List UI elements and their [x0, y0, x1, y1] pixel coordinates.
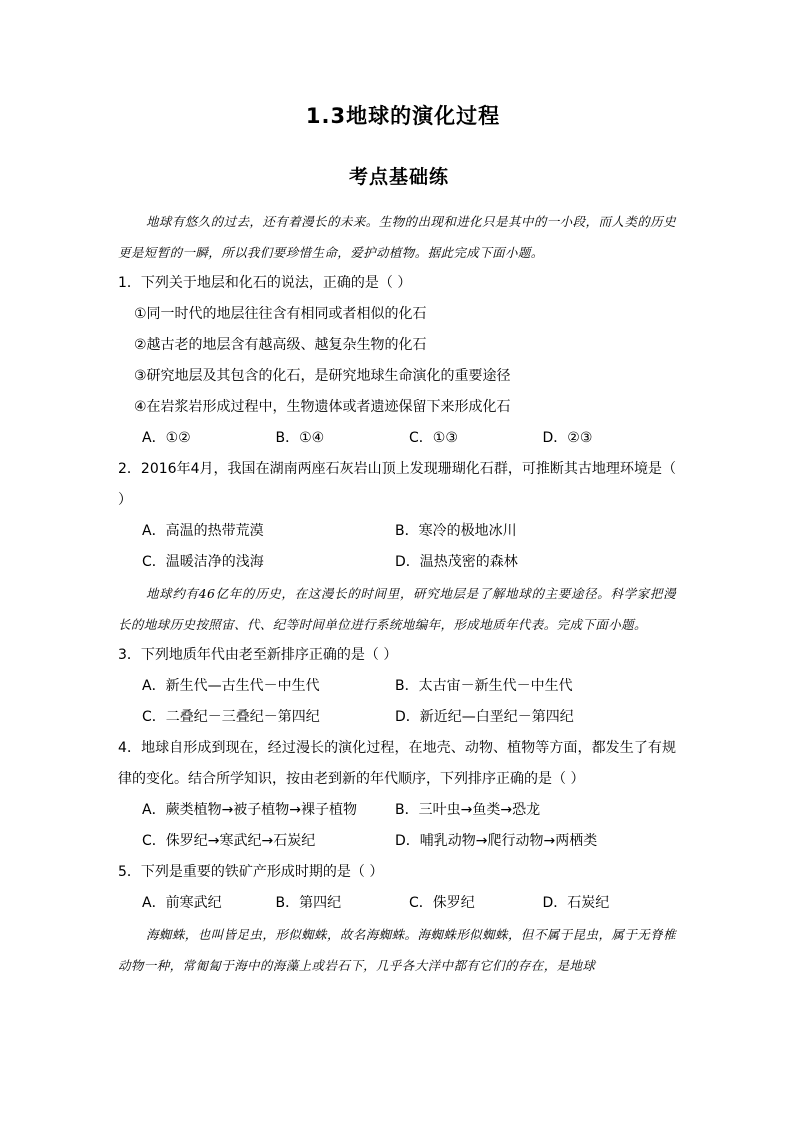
option-a: A．高温的热带荒漠: [142, 523, 264, 539]
option-b: B．第四纪: [275, 895, 342, 911]
option-b: B．太古宙－新生代－中生代: [395, 678, 573, 694]
reading-passage-2: 地球约有46亿年的历史，在这漫长的时间里，研究地层是了解地球的主要途径。科学家把漫长的地球历史按照宙、代、纪等时间单位进行系统地编年，形成地质年代表。完成下面小题。: [118, 586, 676, 632]
question-4: [118, 733, 676, 857]
statement-item: ①同一时代的地层往往含有相同或者相似的化石: [134, 306, 427, 322]
answer-options: [118, 423, 676, 454]
question-stem: 3．下列地质年代由老至新排序正确的是（ ）: [118, 647, 398, 663]
answer-options-row-2: [118, 547, 676, 578]
option-c: C．二叠纪－三叠纪－第四纪: [142, 709, 320, 725]
reading-passage-3: 海蜘蛛，也叫皆足虫，形似蜘蛛，故名海蜘蛛。海蜘蛛形似蜘蛛，但不属于昆虫，属于无脊椎动物一种，常匍匐于海中的海藻上或岩石下，几乎各大洋中都有它们的存在，是地球: [118, 927, 676, 973]
option-a: A．新生代—古生代－中生代: [142, 678, 320, 694]
question-stem: 4．地球自形成到现在，经过漫长的演化过程，在地壳、动物、植物等方面，都发生了有规律的变化。结合所学知识，按由老到新的年代顺序，下列排序正确的是（ ）: [118, 740, 676, 787]
answer-options-row-2: [118, 702, 676, 733]
answer-options-row-2: [118, 826, 676, 857]
reading-passage-1: 地球有悠久的过去，还有着漫长的未来。生物的出现和进化只是其中的一小段，而人类的历史更是短暂的一瞬，所以我们要珍惜生命，爱护动植物。据此完成下面小题。: [118, 214, 676, 260]
option-b: B．寒冷的极地冰川: [395, 523, 517, 539]
question-stem: 1．下列关于地层和化石的说法，正确的是（ ）: [118, 275, 412, 291]
question-5: [118, 857, 676, 919]
option-b: B．①④: [275, 430, 325, 446]
answer-options-row-1: [118, 795, 676, 826]
answer-options-row-1: [118, 671, 676, 702]
option-d: D．温热茂密的森林: [395, 554, 518, 570]
question-1: [118, 268, 676, 454]
question-stem: 5．下列是重要的铁矿产形成时期的是（ ）: [118, 864, 384, 880]
option-d: D．石炭纪: [542, 895, 610, 911]
option-c: C．温暖洁净的浅海: [142, 554, 264, 570]
option-d: D．新近纪—白垩纪－第四纪: [395, 709, 574, 725]
option-c: C．侏罗纪→寒武纪→石炭纪: [142, 833, 316, 849]
answer-options-row-1: [118, 516, 676, 547]
question-2: [118, 454, 676, 578]
option-a: A．①②: [142, 430, 191, 446]
option-d: D．哺乳动物→爬行动物→两栖类: [395, 833, 598, 849]
document-content: [118, 206, 676, 981]
option-c: C．①③: [409, 430, 458, 446]
option-a: A．蕨类植物→被子植物→裸子植物: [142, 802, 358, 818]
statement-item: ④在岩浆岩形成过程中，生物遗体或者遗迹保留下来形成化石: [134, 399, 511, 415]
statement-item: ②越古老的地层含有越高级、越复杂生物的化石: [134, 337, 427, 353]
page-title: 1.3地球的演化过程: [305, 104, 501, 128]
statement-item: ③研究地层及其包含的化石，是研究地球生命演化的重要途径: [134, 368, 511, 384]
option-c: C．侏罗纪: [409, 895, 475, 911]
option-a: A．前寒武纪: [142, 895, 222, 911]
section-subtitle: 考点基础练: [348, 166, 449, 188]
question-3: [118, 640, 676, 733]
answer-options: [118, 888, 676, 919]
option-b: B．三叶虫→鱼类→恐龙: [395, 802, 541, 818]
option-d: D．②③: [542, 430, 593, 446]
question-stem: 2．2016年4月，我国在湖南两座石灰岩山顶上发现珊瑚化石群，可推断其古地理环境是（ ）: [118, 461, 676, 508]
